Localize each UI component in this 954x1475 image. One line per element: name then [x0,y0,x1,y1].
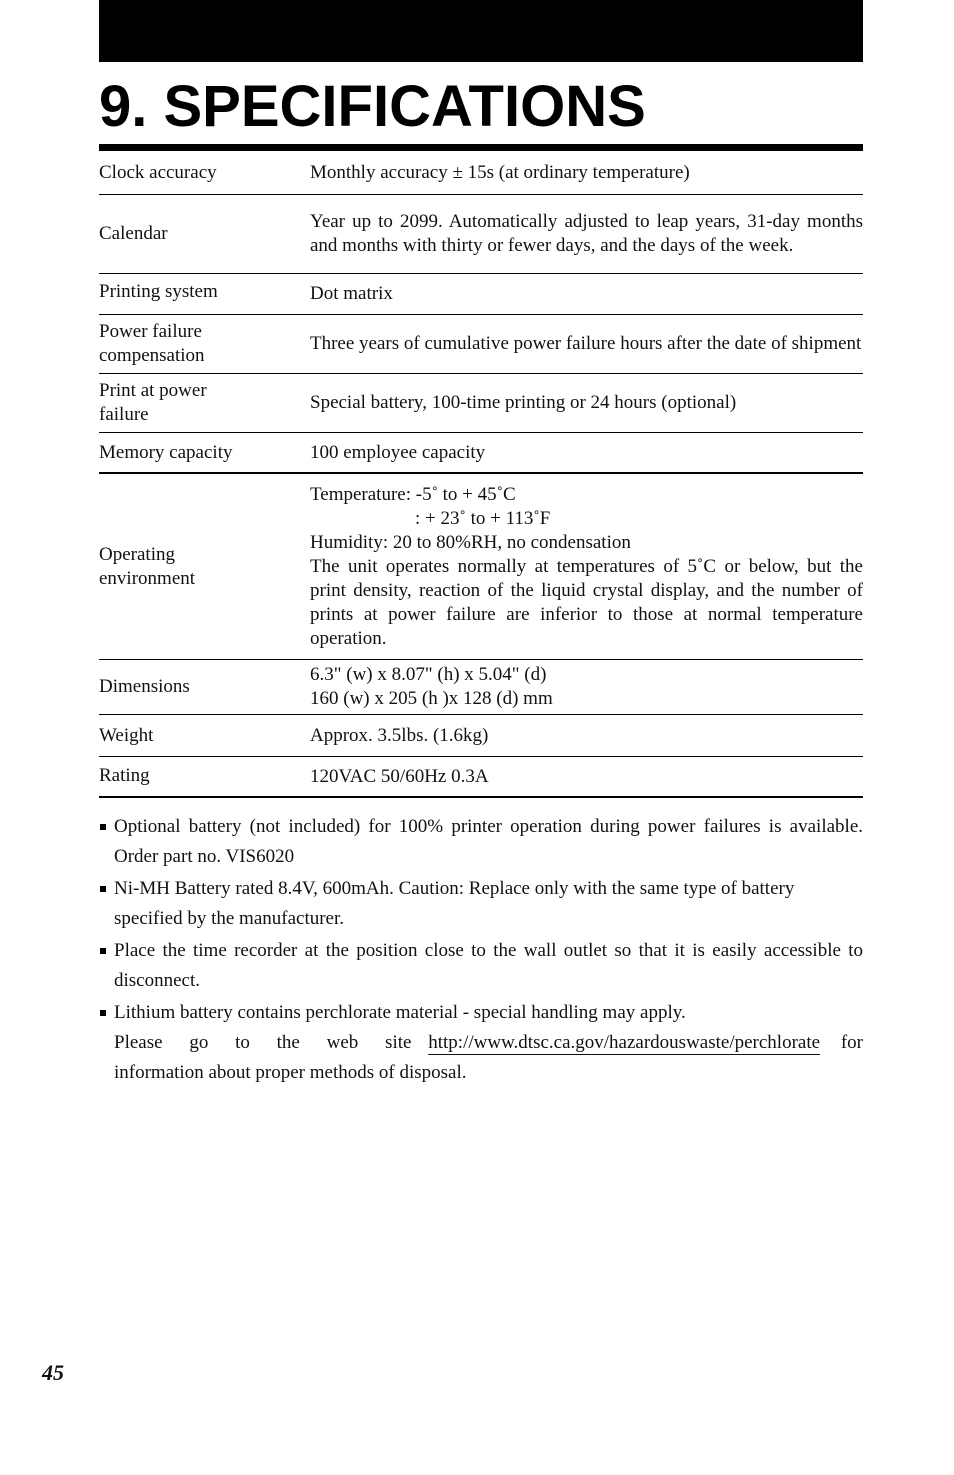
spec-label: Memory capacity [99,441,233,463]
spec-label: Dimensions [99,676,190,697]
spec-value-line: Monthly accuracy ± 15s (at ordinary temperature) [310,161,690,183]
spec-label: Rating [99,764,150,786]
notes-list [99,812,863,1090]
spec-row-clock-accuracy [99,151,863,195]
spec-value [310,765,863,789]
spec-row-operating-environment [99,474,863,660]
spec-value [310,391,863,415]
note-item [99,998,863,1088]
spec-value-line: Humidity: 20 to 80%RH, no condensation [310,531,631,553]
spec-value-line: 6.3" (w) x 8.07" (h) x 5.04" (d) [310,664,547,685]
spec-value-line: 120VAC 50/60Hz 0.3A [310,765,489,787]
spec-value-line: The unit operates normally at temperatures of 5˚C or below, but the print density, reaction of the liquid crystal display, and the number of prints at power failure are inferior to those at normal temperature operation. [310,555,863,649]
spec-label: Print at power failure [99,380,207,425]
spec-value-line: : + 23˚ to + 113˚F [415,507,551,529]
square-bullet-icon [100,1010,106,1016]
note-link-paragraph [114,1028,863,1088]
spec-value-line: Special battery, 100-time printing or 24 hours (optional) [310,392,737,413]
spec-table [99,151,863,798]
note-item [99,812,863,872]
note-link-suffix: for information about proper methods of disposal. [114,1032,864,1083]
header-bar [99,0,863,62]
spec-value-line: Temperature: -5˚ to + 45˚C [310,483,516,505]
spec-row-memory-capacity [99,433,863,474]
spec-row-weight [99,715,863,757]
spec-value [310,483,863,651]
spec-label: Power failure compensation [99,321,205,366]
note-text: Place the time recorder at the position close to the wall outlet so that it is easily accessible to disconnect. [114,940,863,991]
page-number: 45 [42,1360,64,1385]
spec-value [310,332,863,356]
spec-value [310,724,863,748]
spec-value-line: Dot matrix [310,283,393,304]
spec-row-printing-system [99,274,863,315]
spec-value [310,210,863,258]
square-bullet-icon [100,948,106,954]
spec-value-line: 160 (w) x 205 (h )x 128 (d) mm [310,688,553,709]
spec-label: Clock accuracy [99,161,217,183]
spec-label: Weight [99,724,154,746]
note-text: Optional battery (not included) for 100% printer operation during power failures is available. Order part no. VIS6020 [114,816,863,867]
spec-row-power-failure-compensation [99,315,863,374]
note-item [99,874,863,934]
spec-row-dimensions [99,660,863,715]
note-item [99,936,863,996]
note-link-prefix: Please go to the web site [114,1032,412,1053]
page-title: 9. SPECIFICATIONS [99,74,646,139]
spec-row-calendar [99,195,863,274]
note-text: Lithium battery contains perchlorate material - special handling may apply. [114,1002,686,1023]
square-bullet-icon [100,886,106,892]
spec-value [310,282,863,306]
spec-value-line: Approx. 3.5lbs. (1.6kg) [310,724,489,746]
spec-row-rating [99,757,863,798]
square-bullet-icon [100,824,106,830]
spec-label: Operating environment [99,543,196,589]
spec-label: Calendar [99,223,168,244]
title-rule [99,144,863,151]
spec-value [310,441,863,465]
note-text: Ni-MH Battery rated 8.4V, 600mAh. Caution: Replace only with the same type of battery specified by the manufacturer. [114,878,795,929]
spec-value [310,161,863,185]
perchlorate-website-link[interactable]: http://www.dtsc.ca.gov/hazardouswaste/perchlorate [428,1032,821,1053]
spec-value [310,663,863,711]
spec-value-line: Year up to 2099. Automatically adjusted to leap years, 31-day months and months with thirty or fewer days, and the days of the week. [310,211,863,256]
spec-value-line: 100 employee capacity [310,441,486,463]
spec-row-print-at-power-failure [99,374,863,433]
spec-value-line: Three years of cumulative power failure hours after the date of shipment [310,333,862,354]
spec-label: Printing system [99,281,218,302]
